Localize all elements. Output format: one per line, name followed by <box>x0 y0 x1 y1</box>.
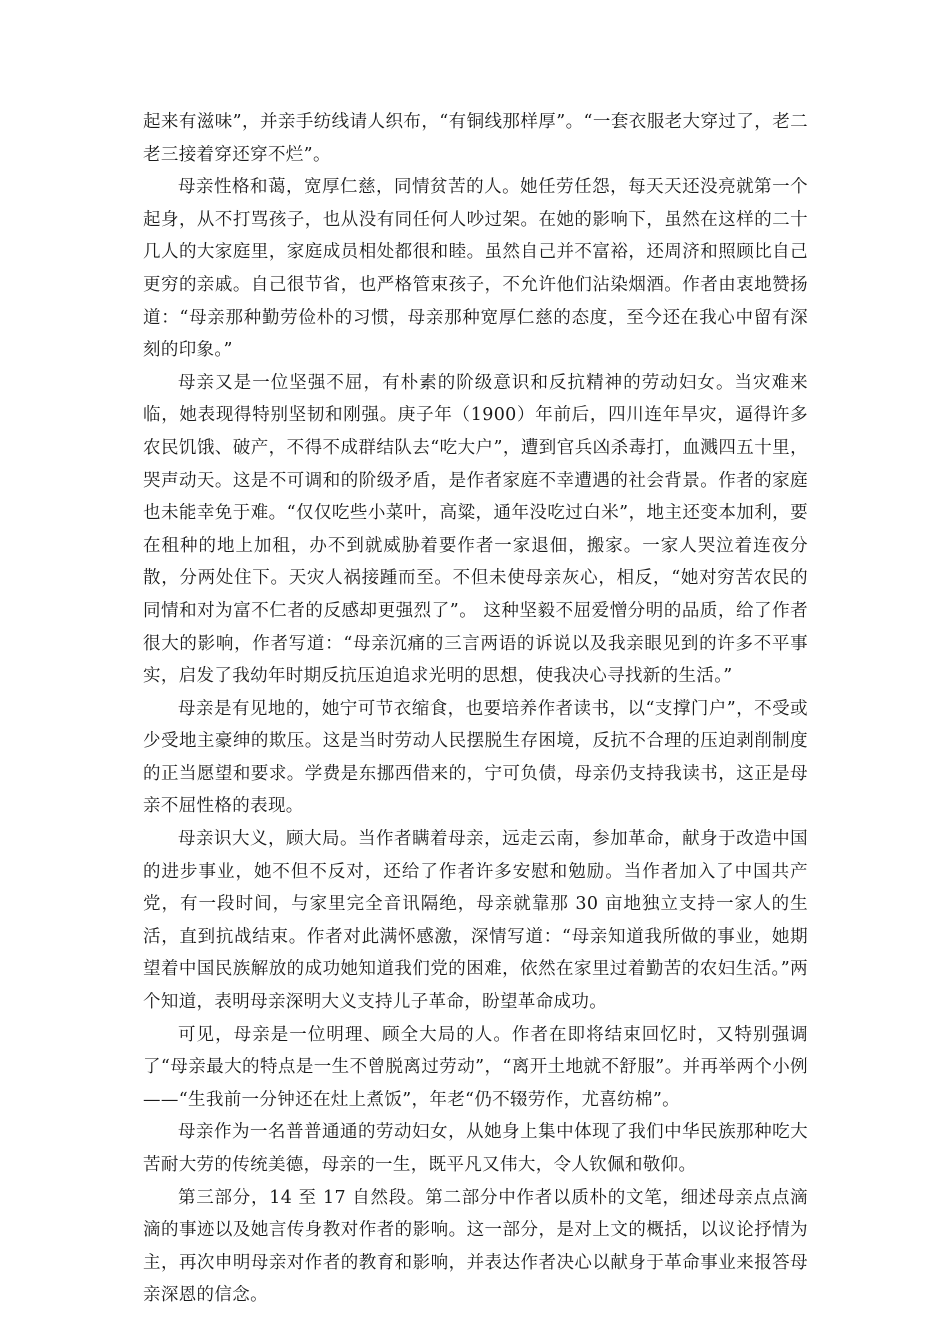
paragraph-mother-resilience: 母亲又是一位坚强不屈，有朴素的阶级意识和反抗精神的劳动妇女。当灾难来临，她表现得特别坚韧和刚强。庚子年（1900）年前后，四川连年旱灾，逼得许多农民饥饿、破产，不得不成群结队去“吃大户”，遭到官兵凶杀毒打，血溅四五十里，哭声动天。这是不可调和的阶级矛盾，是作者家庭不幸遭遇的社会背景。作者的家庭也未能幸免于难。“仅仅吃些小菜叶，高粱，通年没吃过白米”，地主还变本加利，要在租种的地上加租，办不到就威胁着要作者一家退佃，搬家。一家人哭泣着连夜分散，分两处住下。天灾人祸接踵而至。不但未使母亲灰心，相反，“她对穷苦农民的同情和对为富不仁者的反感却更强烈了”。 这种坚毅不屈爱憎分明的品质，给了作者很大的影响，作者写道：“母亲沉痛的三言两语的诉说以及我亲眼见到的许多不平事实，启发了我幼年时期反抗压迫追求光明的思想，使我决心寻找新的生活。” <box>143 372 808 687</box>
paragraph-mother-righteousness: 母亲识大义，顾大局。当作者瞒着母亲，远走云南，参加革命，献身于改造中国的进步事业，她不但不反对，还给了作者许多安慰和勉励。当作者加入了中国共产党，有一段时间，与家里完全音讯隔绝，母亲就靠那 30 亩地独立支持一家人的生活，直到抗战结束。作者对此满怀感激，深情写道：“母亲知道我所做的事业，她期望着中国民族解放的成功她知道我们党的困难，依然在家里过着勤苦的农妇生活。”两个知道，表明母亲深明大义支持儿子革命，盼望革命成功。 <box>143 829 808 1013</box>
document-body <box>143 106 808 1312</box>
paragraph-mother-labor: 可见，母亲是一位明理、顾全大局的人。作者在即将结束回忆时，又特别强调了“母亲最大的特点是一生不曾脱离过劳动”，“离开土地就不舒服”。并再举两个小例——“生我前一分钟还在灶上煮饭”，年老“仍不辍劳作，尤喜纺棉”。 <box>143 1024 808 1110</box>
paragraph-mother-character: 母亲性格和蔼，宽厚仁慈，同情贫苦的人。她任劳任怨，每天天还没亮就第一个起身，从不打骂孩子，也从没有同任何人吵过架。在她的影响下，虽然在这样的二十几人的大家庭里，家庭成员相处都很和睦。虽然自己并不富裕，还周济和照顾比自己更穷的亲戚。自己很节省，也严格管束孩子，不允许他们沾染烟酒。作者由衷地赞扬道：“母亲那种勤劳俭朴的习惯，母亲那种宽厚仁慈的态度，至今还在我心中留有深刻的印象。” <box>143 177 808 361</box>
paragraph-mother-virtue: 母亲作为一名普普通通的劳动妇女，从她身上集中体现了我们中华民族那种吃大苦耐大劳的传统美德，母亲的一生，既平凡又伟大，令人钦佩和敬仰。 <box>143 1122 808 1175</box>
paragraph-continuation: 起来有滋味”，并亲手纺线请人织布，“有铜线那样厚”。“一套衣服老大穿过了，老二老三接着穿还穿不烂”。 <box>143 112 808 165</box>
paragraph-part-three: 第三部分，14 至 17 自然段。第二部分中作者以质朴的文笔，细述母亲点点滴滴的事迹以及她言传身教对作者的影响。这一部分，是对上文的概括，以议论抒情为主，再次申明母亲对作者的教育和影响，并表达作者决心以献身于革命事业来报答母亲深恩的信念。 <box>143 1187 808 1306</box>
paragraph-mother-education: 母亲是有见地的，她宁可节衣缩食，也要培养作者读书，以“支撑门户”，不受或少受地主豪绅的欺压。这是当时劳动人民摆脱生存困境，反抗不合理的压迫剥削制度的正当愿望和要求。学费是东挪西借来的，宁可负债，母亲仍支持我读书，这正是母亲不屈性格的表现。 <box>143 698 808 817</box>
